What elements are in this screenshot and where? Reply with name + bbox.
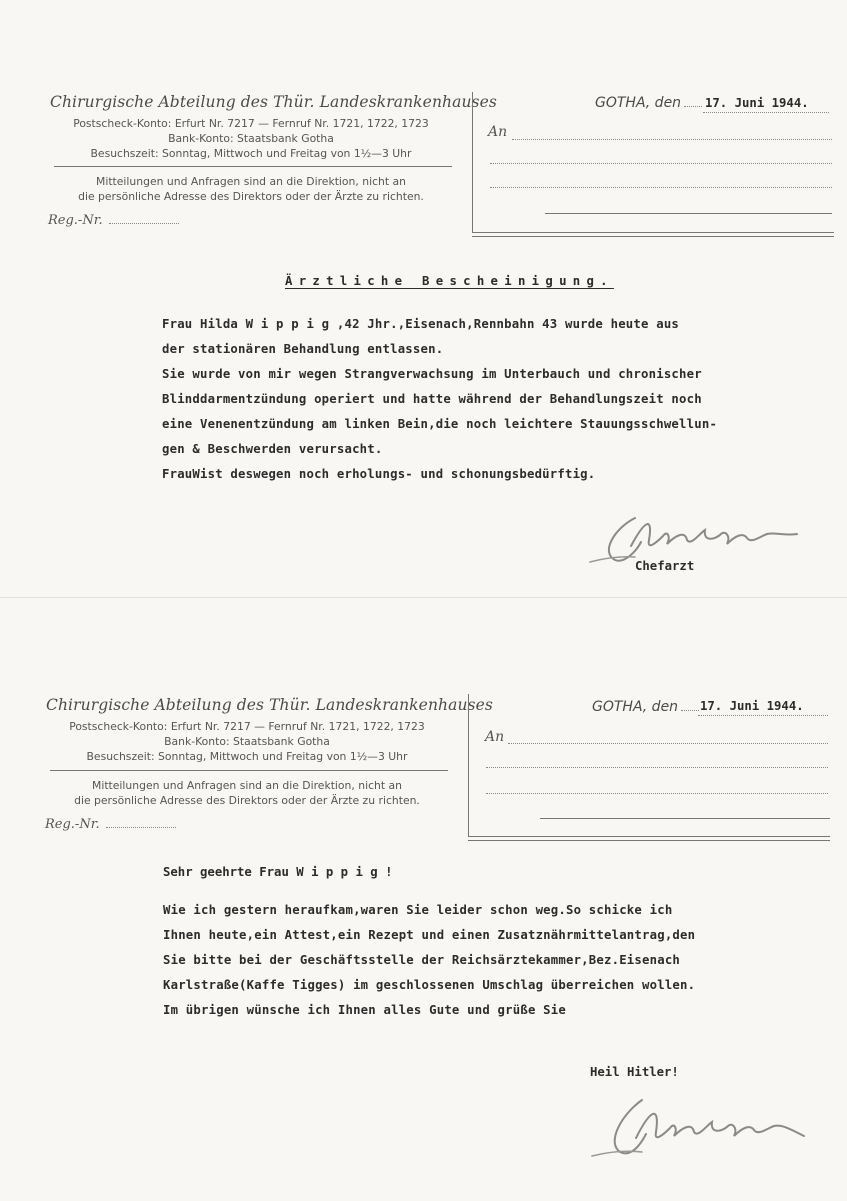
letter-body (163, 898, 695, 1023)
city-date-line (595, 95, 705, 111)
date-underline (698, 715, 828, 716)
recipient-line-3 (486, 793, 828, 794)
body-line: eine Venenentzündung am linken Bein,die noch leichtere Stauungsschwellun- (162, 417, 718, 431)
document-heading: Ärztliche Bescheinigung. (285, 274, 614, 288)
letterhead-visiting-hours: Besuchszeit: Sonntag, Mittwoch und Freitag von 1½—3 Uhr (90, 147, 412, 160)
letterhead-divider (50, 770, 448, 771)
body-line: Karlstraße(Kaffe Tigges) im geschlossenen Umschlag überreichen wollen. (163, 978, 696, 992)
reg-nr-label: Reg.-Nr. (48, 213, 103, 228)
recipient-line-2 (486, 767, 828, 768)
body-line: gen & Beschwerden verursacht. (162, 442, 383, 456)
closing-greeting: Heil Hitler! (590, 1065, 679, 1079)
body-line: Im übrigen wünsche ich Ihnen alles Gute und grüße Sie (163, 1003, 566, 1017)
header-bottom-rule-2 (468, 840, 830, 841)
header-bottom-rule (472, 232, 834, 233)
letterhead-accounts: Postscheck-Konto: Erfurt Nr. 7217 — Fernruf Nr. 1721, 1722, 1723 (69, 720, 425, 733)
body-line: Blinddarmentzündung operiert und hatte während der Behandlungszeit noch (162, 392, 702, 406)
body-line: Wie ich gestern heraufkam,waren Sie leider schon weg.So schicke ich (163, 903, 673, 917)
city-label: GOTHA, den (595, 95, 682, 111)
letterhead-title: Chirurgische Abteilung des Thür. Landeskrankenhauses (46, 696, 493, 714)
letterhead-divider (54, 166, 452, 167)
body-line: Sie bitte bei der Geschäftsstelle der Reichsärztekammer,Bez.Eisenach (163, 953, 681, 967)
date-underline (703, 112, 829, 113)
reg-nr-label: Reg.-Nr. (45, 817, 100, 832)
letterhead-notice-2: die persönliche Adresse des Direktors oder der Ärzte zu richten. (78, 190, 424, 203)
recipient-label: An (488, 124, 508, 140)
letter-sheet-2 (0, 597, 847, 1201)
letterhead-title: Chirurgische Abteilung des Thür. Landeskrankenhauses (50, 93, 497, 111)
letter-sheet-1 (0, 0, 847, 597)
header-vertical-rule (472, 92, 473, 232)
salutation: Sehr geehrte Frau W i p p i g ! (163, 865, 393, 879)
letterhead-visiting-hours: Besuchszeit: Sonntag, Mittwoch und Freitag von 1½—3 Uhr (86, 750, 408, 763)
letter-date: 17. Juni 1944. (700, 699, 804, 713)
body-line: FrauWist deswegen noch erholungs- und schonungsbedürftig. (162, 467, 596, 481)
header-bottom-rule (468, 836, 830, 837)
body-line: Frau Hilda W i p p i g ,42 Jhr.,Eisenach,Rennbahn 43 wurde heute aus (162, 317, 680, 331)
body-line: der stationären Behandlung entlassen. (162, 342, 444, 356)
header-bottom-rule-2 (472, 236, 834, 237)
recipient-line-4 (540, 818, 830, 819)
reg-nr-field (48, 213, 179, 228)
reg-nr-field (45, 817, 176, 832)
recipient-line-3 (490, 187, 832, 188)
header-vertical-rule (468, 694, 469, 836)
letterhead-accounts: Postscheck-Konto: Erfurt Nr. 7217 — Fernruf Nr. 1721, 1722, 1723 (73, 117, 429, 130)
letterhead-bank: Bank-Konto: Staatsbank Gotha (164, 735, 330, 748)
recipient-line-2 (490, 163, 832, 164)
letterhead-notice-1: Mitteilungen und Anfragen sind an die Direktion, nicht an (92, 779, 402, 792)
city-label: GOTHA, den (592, 699, 679, 715)
letter-date: 17. Juni 1944. (705, 96, 809, 110)
recipient-line-1 (512, 139, 832, 140)
letterhead-notice-1: Mitteilungen und Anfragen sind an die Direktion, nicht an (96, 175, 406, 188)
handwritten-signature (580, 1086, 820, 1176)
body-line: Ihnen heute,ein Attest,ein Rezept und einen Zusatznährmittelantrag,den (163, 928, 696, 942)
recipient-label: An (485, 729, 505, 745)
certificate-body (162, 312, 717, 487)
city-date-line (592, 699, 702, 715)
letterhead-bank: Bank-Konto: Staatsbank Gotha (168, 132, 334, 145)
letterhead-notice-2: die persönliche Adresse des Direktors oder der Ärzte zu richten. (74, 794, 420, 807)
body-line: Sie wurde von mir wegen Strangverwachsung im Unterbauch und chronischer (162, 367, 702, 381)
recipient-line-4 (545, 213, 832, 214)
recipient-line-1 (508, 743, 828, 744)
signature-role: Chefarzt (635, 559, 695, 573)
handwritten-signature (575, 500, 815, 575)
